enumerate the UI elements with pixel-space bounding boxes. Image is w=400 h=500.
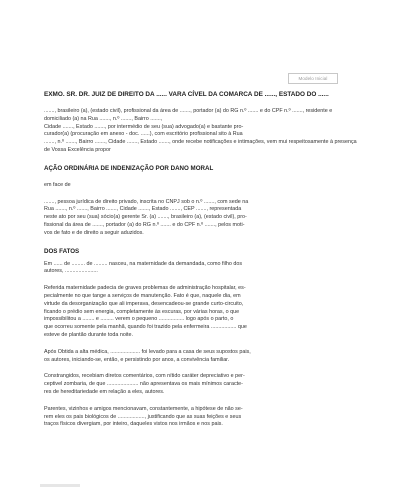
page-footer-divider [40,484,80,487]
facts-section-title: DOS FATOS [44,247,80,255]
facts-paragraph: Em ...... de ......... de ......... nasceu, na maternidade da demandada, como filho dos autores, ...................... [44,260,243,275]
document-body [44,90,359,429]
defendant-qualification: ......., pessoa jurídica de direito privado, inscrita no CNPJ sob o n.º ......., com sede na Rua ......., n.º ......., Bairro ......., Cidade ......., Estado ......., CEP ......., representada neste ato por seu (sua) sócio(a) gerente Sr. (a) ......., brasileiro (a), (estado civil), pro- fissional da área de ......., portador (a) do RG n.º ....... e do CPF n.º ......., pelos moti- vos de fato e de direito a seguir aduzidos. [44,198,249,236]
facts-paragraph: Após Obtida a alta médica, .................... foi levado para a casa de seus supostos pais, os autores, iniciando-se, então, e persistindo por anos, a convivência familiar. [44,348,251,363]
model-stamp: Modelo Inicial [288,73,338,84]
court-address-heading: EXMO. SR. DR. JUIZ DE DIREITO DA ...... VARA CÍVEL DA COMARCA DE ......, ESTADO DO ...... [44,91,329,98]
plaintiff-qualification: ......., brasileiro (a), (estado civil), profissional da área de ......., portador (a) do RG n.º ....... e do CPF n.º ......., residente e domiciliado (a) na Rua ......., n.º ......., Bairro ......., Cidade ......., Estado ......., por intermédio de seu (sua) advogado(a) e bastante pro- curador(a) (procuração em anexo - doc. ......), com escritório profissional sito à Rua ......., n.º ......., Bairro ......., Cidade ......., Estado ......., onde recebe notificações e intimações, vem mui respeitosamente à presença de Vossa Excelência propor [44,108,357,153]
facts-paragraph: Parentes, vizinhos e amigos mencionavam, constantemente, a hipótese de não se- rem eles os pais biológicos de .................., justificando que as suas feições e seus traços físicos divergiam, por inteiro, daqueles vistos nos irmãos e nos pais. [44,405,243,428]
action-title: AÇÃO ORDINÁRIA DE INDENIZAÇÃO POR DANO MORAL [44,164,214,172]
facts-paragraph: Referida maternidade padecia de graves problemas de administração hospitalar, es- pecialmente no que tange a serviços de manutenção. Fato é que, naquele dia, em virtude da desorganização que ali imperava, desencadeou-se grande curto-circuito, ficando o prédio sem energia, completamente às escuras, por várias horas, o que impossibilitou a ........ e ......... verem o pequeno ................. logo após o parto, o que ocorreu somente pela manhã, quando foi trazido pela enfermeira ................. que esteve de plantão durante toda noite. [44,285,247,338]
against-text: em face de [44,181,71,188]
facts-paragraph: Constrangidos, recebiam diretos comentários, com nítido caráter depreciativo e per- ceptivel zombaria, de que ..................... não apresentava os mais mínimos caracte- res de hereditariedade em relação a eles, autores. [44,373,245,395]
